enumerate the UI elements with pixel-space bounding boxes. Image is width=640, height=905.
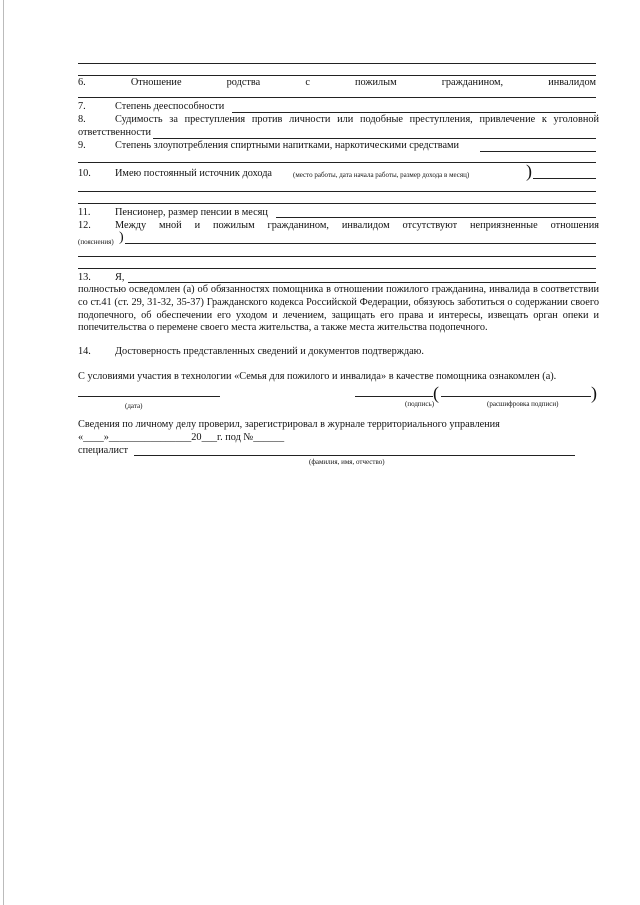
item-6 [78, 77, 596, 89]
item-13-body: полностью осведомлен (а) об обязанностях помощника в отношении пожилого гражданина, инвалида в соответствии со ст.41 (ст. 29, 31-32, 35-37) Гражданского кодекса Российской Федерации, обязуюсь заботиться о содержании своего подопечного, об обеспечении его уходом и лечением, защищать его права и интересы, извещать орган опеки и попечительства о перемене своего места жительства, а также места жительства подопечного. [78, 284, 599, 334]
item-7-number: 7. [78, 101, 86, 112]
closing-paren: ) [591, 383, 597, 403]
item-9-field-2[interactable] [78, 162, 596, 163]
closing-paren: ) [119, 230, 124, 245]
item-10-field[interactable] [533, 178, 596, 179]
decoding-hint: (расшифровка подписи) [487, 400, 559, 408]
item-11-field[interactable] [276, 217, 596, 218]
item-14-label: Достоверность представленных сведений и документов подтверждаю. [115, 346, 424, 357]
item-7-label: Степень дееспособности [115, 101, 225, 112]
date-hint: (дата) [125, 402, 143, 410]
item-6-field[interactable] [78, 97, 596, 98]
signature-field[interactable] [355, 396, 433, 397]
review-text: Сведения по личному делу проверил, зарегистрировал в журнале территориального управления [78, 419, 500, 430]
item-10-hint: (место работы, дата начала работы, размер дохода в месяц) [293, 171, 470, 179]
item-8-field[interactable] [153, 138, 596, 139]
item-8-number: 8. [78, 114, 86, 125]
blank-line [78, 63, 596, 64]
item-6-word: Отношение [130, 77, 182, 88]
item-12-field-2[interactable] [78, 256, 596, 257]
item-9-field[interactable] [480, 151, 596, 152]
item-10-field-3[interactable] [78, 203, 596, 204]
specialist-label: специалист [78, 445, 129, 456]
item-6-word: с [305, 77, 310, 88]
item-6-number: 6. [78, 77, 86, 88]
item-8-label-cont: ответственности [78, 127, 151, 138]
item-12-number: 12. [78, 220, 91, 231]
item-9-label: Степень злоупотребления спиртными напитками, наркотическими средствами [115, 140, 460, 151]
item-12-hint: (пояснения) [78, 238, 114, 246]
item-12-label: Между мной и пожилым гражданином, инвалидом отсутствуют неприязненные отношения [115, 220, 599, 231]
review-date-line[interactable]: «____»________________20___г. под №______ [78, 432, 285, 443]
item-11-number: 11. [78, 207, 91, 218]
item-10-number: 10. [78, 168, 91, 179]
item-6-word: инвалидом [548, 77, 596, 88]
item-8-label: Судимость за преступления против личности или подобные преступления, привлечение к уголовной [115, 114, 599, 125]
item-6-word: гражданином, [441, 77, 504, 88]
item-6-word: родства [226, 77, 261, 88]
specialist-hint: (фамилия, имя, отчество) [309, 458, 385, 466]
specialist-field[interactable] [134, 455, 575, 456]
blank-line [78, 75, 596, 76]
item-9-number: 9. [78, 140, 86, 151]
item-10-label: Имею постоянный источник дохода [115, 168, 273, 179]
item-11-label: Пенсионер, размер пенсии в месяц [115, 207, 268, 218]
item-13-name-field[interactable] [128, 282, 596, 283]
acknowledgement-text: С условиями участия в технологии «Семья для пожилого и инвалида» в качестве помощника ознакомлен (а). [78, 371, 557, 382]
item-13-lead: Я, [115, 272, 125, 283]
scan-edge [3, 0, 4, 905]
date-field[interactable] [78, 396, 220, 397]
item-12-field-3[interactable] [78, 268, 596, 269]
item-6-word: пожилым [354, 77, 397, 88]
item-12-field[interactable] [125, 243, 596, 244]
closing-paren: ) [526, 161, 532, 181]
item-7-field[interactable] [232, 112, 596, 113]
open-paren: ( [433, 383, 439, 403]
signature-hint: (подпись) [405, 400, 435, 408]
item-14-number: 14. [78, 346, 91, 357]
item-13-number: 13. [78, 272, 91, 283]
decoding-field[interactable] [441, 396, 591, 397]
item-10-field-2[interactable] [78, 191, 596, 192]
